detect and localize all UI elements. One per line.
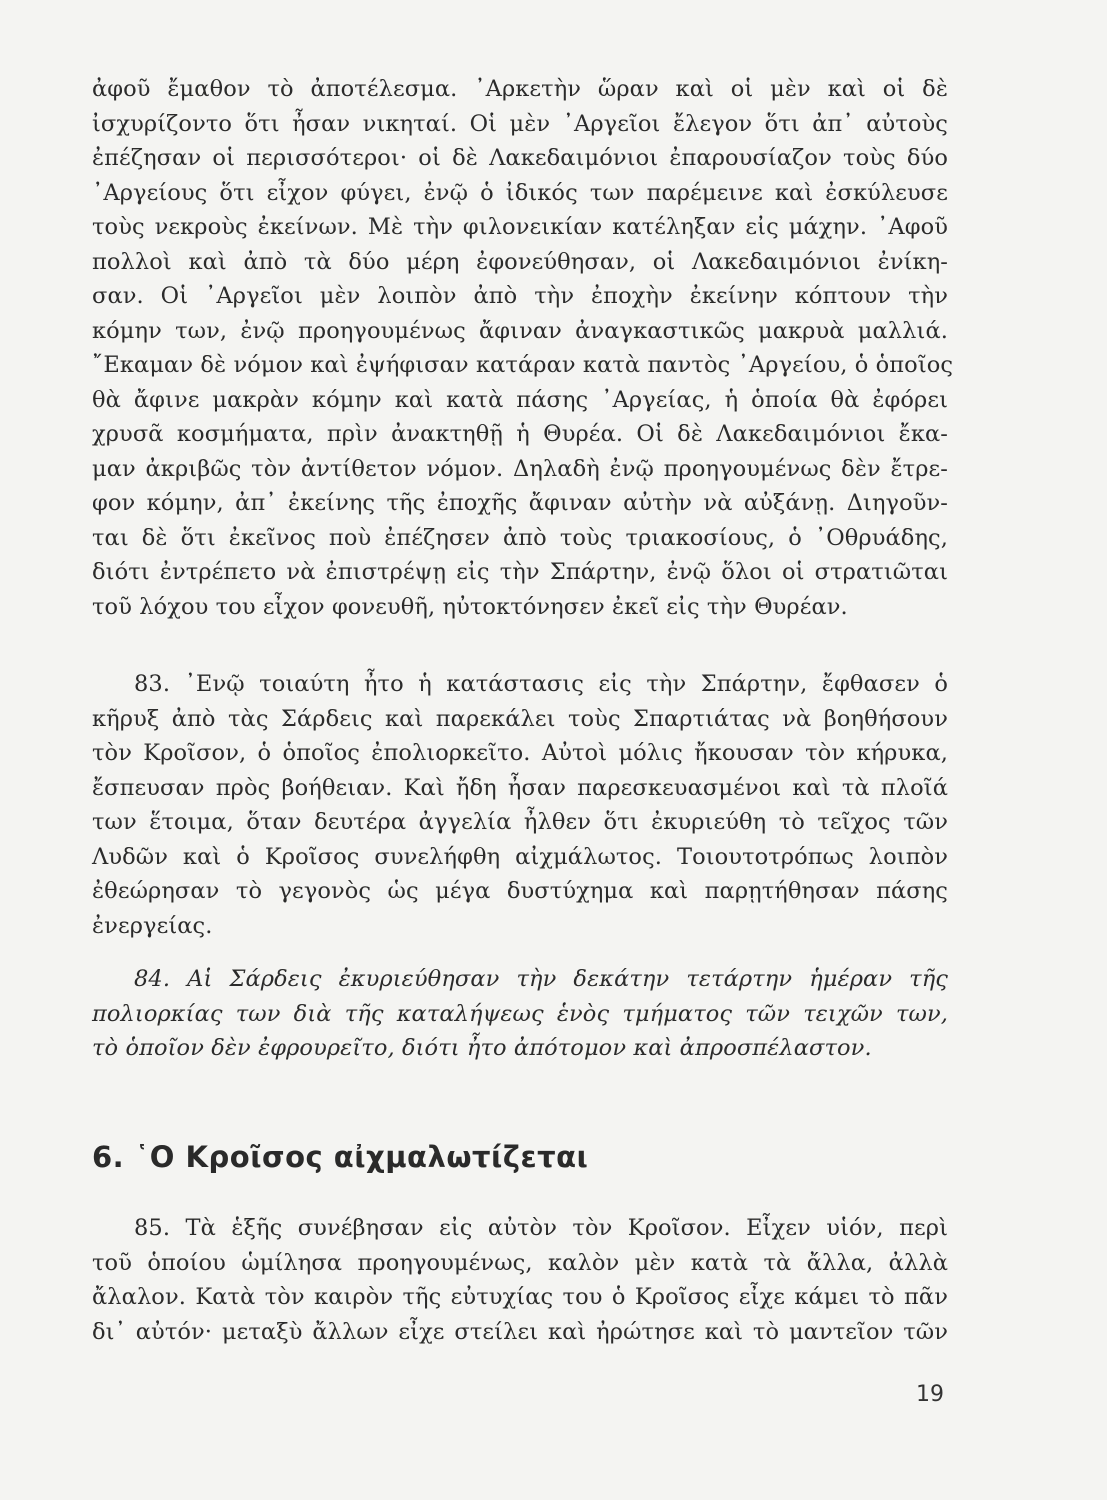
text-line: τοῦ λόχου του εἶχον φονευθῆ, ηὐτοκτόνησεν ἐκεῖ εἰς τὴν Θυρέαν. bbox=[92, 593, 848, 620]
page-number: 19 bbox=[916, 1382, 944, 1407]
text-line: 85. Τὰ ἑξῆς συνέβησαν εἰς αὐτὸν τὸν Κροῖσον. Εἶχεν υἱόν, περὶ bbox=[134, 1215, 948, 1241]
text-line: ἐπέζησαν οἱ περισσότεροι· οἱ δὲ Λακεδαιμόνιοι ἐπαρουσίαζον τοὺς δύο bbox=[92, 145, 948, 171]
text-line: πολλοὶ καὶ ἀπὸ τὰ δύο μέρη ἐφονεύθησαν, οἱ Λακεδαιμόνιοι ἐνίκη- bbox=[92, 248, 948, 275]
text-line: ἄλαλον. Κατὰ τὸν καιρὸν τῆς εὐτυχίας του ὁ Κροῖσος εἶχε κάμει τὸ πᾶν bbox=[92, 1284, 948, 1310]
text-line: ἀφοῦ ἔμαθον τὸ ἀποτέλεσμα. ᾽Αρκετὴν ὥραν καὶ οἱ μὲν καὶ οἱ δὲ bbox=[92, 76, 948, 102]
text-line: τὸν Κροῖσον, ὁ ὁποῖος ἐπολιορκεῖτο. Αὐτοὶ μόλις ἤκουσαν τὸν κήρυκα, bbox=[92, 740, 948, 766]
text-line: φον κόμην, ἀπ᾽ ἐκείνης τῆς ἐποχῆς ἄφιναν αὐτὴν νὰ αὐξάνῃ. Διηγοῦν- bbox=[92, 490, 948, 516]
text-line: κῆρυξ ἀπὸ τὰς Σάρδεις καὶ παρεκάλει τοὺς Σπαρτιάτας νὰ βοηθήσουν bbox=[92, 705, 948, 732]
text-line: τὸ ὁποῖον δὲν ἐφρουρεῖτο, διότι ἦτο ἀπότομον καὶ ἀπροσπέλαστον. bbox=[92, 1035, 872, 1061]
paragraph-85 bbox=[92, 1211, 948, 1349]
text-line: διότι ἐντρέπετο νὰ ἐπιστρέψῃ εἰς τὴν Σπάρτην, ἐνῷ ὅλοι οἱ στρατιῶται bbox=[92, 559, 948, 585]
paragraph-84 bbox=[92, 962, 948, 1066]
text-line: θὰ ἄφινε μακρὰν κόμην καὶ κατὰ πάσης ᾽Αργείας, ἡ ὁποία θὰ ἐφόρει bbox=[92, 386, 948, 413]
text-line: τοῦ ὁποίου ὡμίλησα προηγουμένως, καλὸν μὲν κατὰ τὰ ἄλλα, ἀλλὰ bbox=[92, 1249, 948, 1276]
text-line: ἰσχυρίζοντο ὅτι ἦσαν νικηταί. Οἱ μὲν ᾽Αργεῖοι ἔλεγον ὅτι ἀπ᾽ αὐτοὺς bbox=[92, 110, 948, 137]
text-line: των ἕτοιμα, ὅταν δευτέρα ἀγγελία ἦλθεν ὅτι ἐκυριεύθη τὸ τεῖχος τῶν bbox=[92, 809, 948, 835]
text-line: ἐθεώρησαν τὸ γεγονὸς ὡς μέγα δυστύχημα καὶ παρῃτήθησαν πάσης bbox=[92, 878, 948, 904]
text-line: ται δὲ ὅτι ἐκεῖνος ποὺ ἐπέζησεν ἀπὸ τοὺς τριακοσίους, ὁ ᾽Οθρυάδης, bbox=[92, 524, 948, 551]
text-line: σαν. Οἱ ᾽Αργεῖοι μὲν λοιπὸν ἀπὸ τὴν ἐποχὴν ἐκείνην κόπτουν τὴν bbox=[92, 283, 948, 309]
text-line: τοὺς νεκροὺς ἐκείνων. Μὲ τὴν φιλονεικίαν κατέληξαν εἰς μάχην. ᾽Αφοῦ bbox=[92, 214, 948, 240]
text-line: μαν ἀκριβῶς τὸν ἀντίθετον νόμον. Δηλαδὴ ἐνῷ προηγουμένως δὲν ἔτρε- bbox=[92, 455, 948, 482]
text-line: δι᾽ αὐτόν· μεταξὺ ἄλλων εἶχε στείλει καὶ ἠρώτησε καὶ τὸ μαντεῖον τῶν bbox=[92, 1318, 948, 1345]
text-line: Λυδῶν καὶ ὁ Κροῖσος συνελήφθη αἰχμάλωτος. Τοιουτοτρόπως λοιπὸν bbox=[92, 843, 948, 870]
text-line: 83. ᾽Ενῷ τοιαύτη ἦτο ἡ κατάστασις εἰς τὴν Σπάρτην, ἔφθασεν ὁ bbox=[134, 671, 948, 697]
section-heading: 6. ῾Ο Κροῖσος αἰχμαλωτίζεται bbox=[92, 1140, 589, 1174]
paragraph-83 bbox=[92, 667, 948, 943]
paragraph-continuation bbox=[92, 72, 954, 624]
text-line: κόμην των, ἐνῷ προηγουμένως ἄφιναν ἀναγκαστικῶς μακρυὰ μαλλιά. bbox=[92, 317, 948, 344]
text-line: ἔσπευσαν πρὸς βοήθειαν. Καὶ ἤδη ἦσαν παρεσκευασμένοι καὶ τὰ πλοῖά bbox=[92, 774, 948, 801]
text-line: ῎Εκαμαν δὲ νόμον καὶ ἐψήφισαν κατάραν κατὰ παντὸς ᾽Αργείου, ὁ ὁποῖος bbox=[92, 352, 954, 378]
text-line: χρυσᾶ κοσμήματα, πρὶν ἀνακτηθῇ ἡ Θυρέα. Οἱ δὲ Λακεδαιμόνιοι ἔκα- bbox=[92, 421, 948, 447]
text-line: πολιορκίας των διὰ τῆς καταλήψεως ἑνὸς τμήματος τῶν τειχῶν των, bbox=[92, 1000, 948, 1027]
text-line: 84. Αἱ Σάρδεις ἐκυριεύθησαν τὴν δεκάτην τετάρτην ἡμέραν τῆς bbox=[134, 966, 948, 992]
text-line: ᾽Αργείους ὅτι εἶχον φύγει, ἐνῷ ὁ ἰδικός των παρέμεινε καὶ ἐσκύλευσε bbox=[92, 179, 948, 206]
text-line: ἐνεργείας. bbox=[92, 912, 213, 939]
